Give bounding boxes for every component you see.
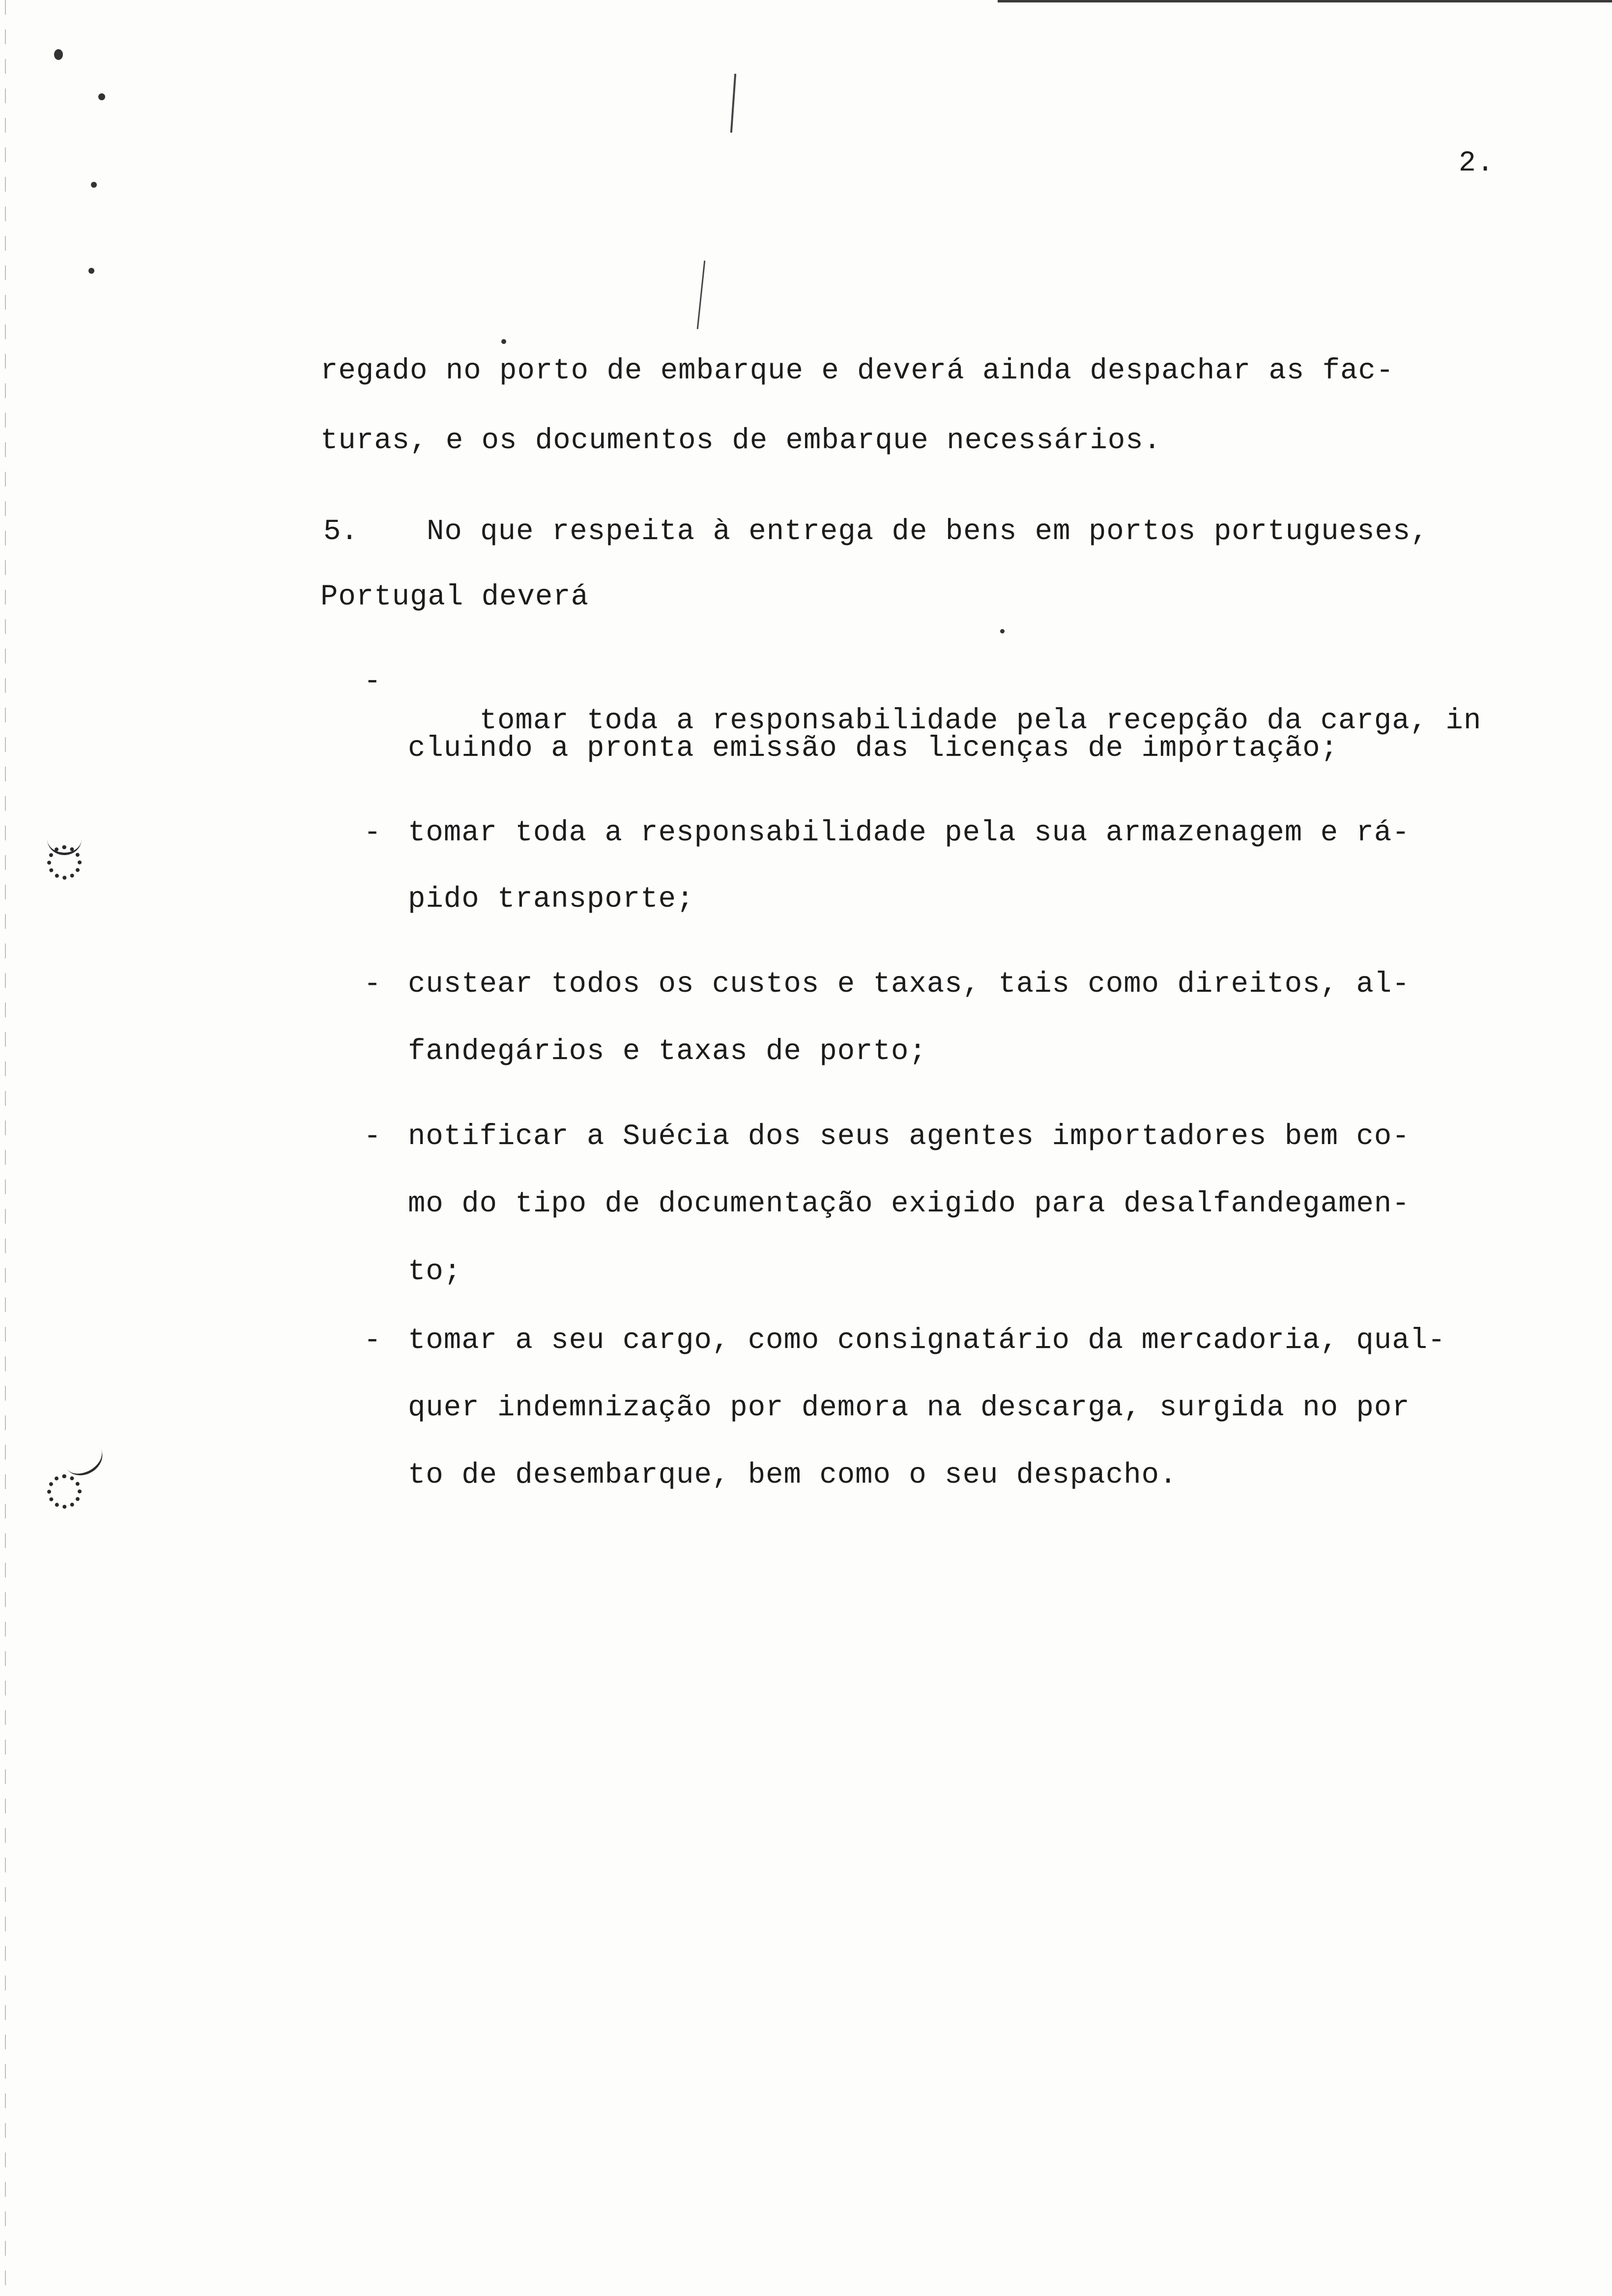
list-item-line: to de desembarque, bem como o seu despacho.: [408, 1459, 1178, 1492]
list-item-text: tomar toda a responsabilidade pela recepção da carga, in: [479, 704, 1482, 737]
scan-speck: [1000, 629, 1005, 633]
scan-speck: [501, 339, 506, 344]
text-line: No que respeita à entrega de bens em portos portugueses,: [427, 515, 1429, 548]
list-item-line: pido transporte;: [408, 883, 694, 916]
list-item-line: tomar a seu cargo, como consignatário da mercadoria, qual-: [408, 1324, 1446, 1357]
list-dash: -: [364, 968, 381, 1001]
binder-hole-arc: [47, 823, 82, 855]
list-dash: -: [364, 1120, 381, 1153]
list-item-line: tomar toda a responsabilidade pela sua armazenagem e rá-: [408, 816, 1410, 849]
list-item-line: quer indemnização por demora na descarga, surgida no por: [408, 1391, 1410, 1424]
scan-speck: [88, 268, 94, 274]
list-item-line: to;: [408, 1255, 462, 1288]
list-dash: -: [364, 816, 381, 849]
text-line: Portugal deverá: [320, 580, 589, 613]
scan-stroke: [730, 74, 736, 133]
scan-speck: [91, 182, 97, 188]
list-item-line: custear todos os custos e taxas, tais como direitos, al-: [408, 968, 1410, 1001]
list-item-line: cluindo a pronta emissão das licenças de importação;: [408, 732, 1339, 765]
text-line: regado no porto de embarque e deverá ainda despachar as fac-: [320, 354, 1394, 387]
list-item-line: fandegários e taxas de porto;: [408, 1035, 927, 1068]
list-item-line: mo do tipo de documentação exigido para desalfandegamen-: [408, 1187, 1410, 1220]
paragraph-number: 5.: [323, 515, 358, 548]
page-left-edge: [5, 0, 6, 2296]
scan-speck: [98, 93, 105, 100]
list-dash: -: [364, 665, 381, 698]
binder-hole-mark: [47, 1474, 82, 1509]
list-dash: -: [364, 1324, 381, 1357]
text-line: turas, e os documentos de embarque necessários.: [320, 424, 1162, 457]
scan-stroke: [697, 260, 706, 329]
page-number: 2.: [1459, 147, 1495, 179]
scan-speck: [54, 49, 63, 60]
list-item-line: notificar a Suécia dos seus agentes importadores bem co-: [408, 1120, 1410, 1153]
top-rule: [998, 0, 1612, 2]
